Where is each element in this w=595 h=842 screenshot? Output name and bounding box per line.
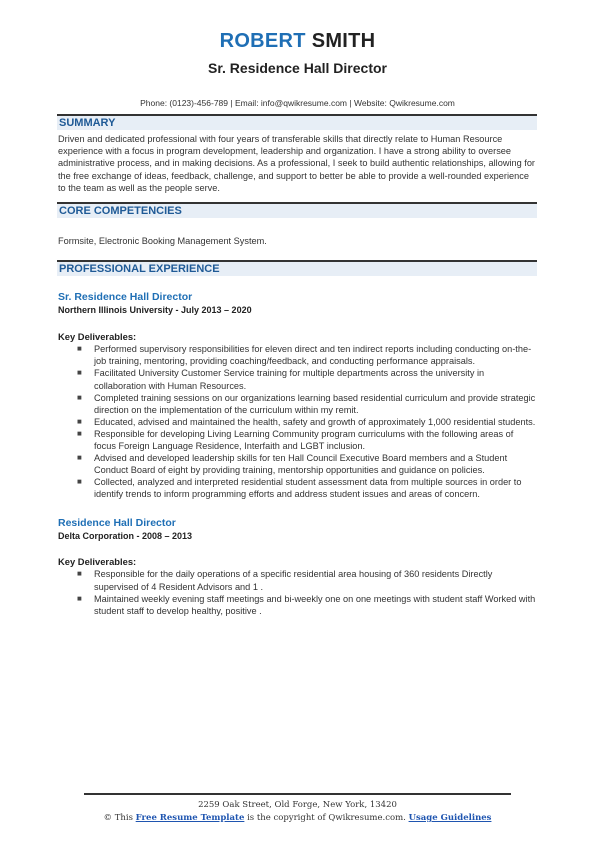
list-item (58, 392, 537, 416)
footer-copyright (0, 813, 595, 823)
footer-address: 2259 Oak Street, Old Forge, New York, 13420 (198, 800, 397, 810)
list-item (58, 452, 537, 476)
job-company: Northern Illinois University - July 2013 – 2020 (58, 305, 252, 316)
list-item (58, 476, 537, 500)
job-role: Sr. Residence Hall Director (58, 291, 193, 304)
summary-heading: SUMMARY (57, 114, 537, 130)
deliverables-list (58, 343, 537, 500)
candidate-name (0, 29, 595, 53)
first-name: ROBERT (219, 30, 306, 52)
list-item-text: Responsible for developing Living Learning Community program curriculums with the following areas of focus Foreign Language Residence, Interfaith and LGBT inclusion. (94, 428, 514, 451)
list-item-text: Collected, analyzed and interpreted residential student assessment data from multiple sources in order to identify trends to inform programming efforts and address student issues and areas of concern. (94, 477, 522, 500)
bullet-icon: ■ (77, 368, 82, 378)
list-item (58, 568, 537, 592)
list-item-text: Advised and developed leadership skills for ten Hall Council Executive Board members and a Student Conduct Board of eight by providing training, mentorship opportunities and guidance on policies. (94, 453, 508, 476)
list-item-text: Facilitated University Customer Service training for multiple departments across the university in collaboration with Human Resources. (94, 368, 485, 391)
competencies-text: Formsite, Electronic Booking Management System. (58, 236, 267, 247)
experience-heading: PROFESSIONAL EXPERIENCE (57, 260, 537, 276)
footer-divider (84, 793, 511, 795)
copyright-middle: is the copyright of Qwikresume.com. (247, 813, 406, 823)
job-entry (0, 291, 595, 500)
usage-guidelines-link[interactable]: Usage Guidelines (408, 813, 492, 823)
bullet-icon: ■ (77, 428, 82, 438)
list-item-text: Performed supervisory responsibilities for eleven direct and ten indirect reports including conducting on-the-job training, mentoring, providing coaching/feedback, and conducting performance appraisals. (94, 344, 532, 367)
job-company: Delta Corporation - 2008 – 2013 (58, 531, 193, 542)
candidate-title: Sr. Residence Hall Director (208, 60, 387, 76)
deliverables-list (58, 568, 537, 616)
key-deliverables-label: Key Deliverables: (58, 331, 137, 343)
summary-text: Driven and dedicated professional with four years of transferable skills that directly relate to Human Resource experience with a focus in program development, leadership and organization. I have a strong ability to oversee administrative process, and in making decisions. As a professional, I seek to build authentic relationships, allowing for the free exchange of ideas, feedback, challenge, and support to better be able to provide a well-rounded experience to the team as well as the people serve. (58, 134, 535, 193)
contact-info: Phone: (0123)-456-789 | Email: info@qwikresume.com | Website: Qwikresume.com (140, 98, 455, 108)
job-role: Residence Hall Director (58, 517, 176, 530)
competencies-heading: CORE COMPETENCIES (57, 202, 537, 218)
list-item (58, 367, 537, 391)
list-item (58, 343, 537, 367)
list-item-text: Responsible for the daily operations of a specific residential area housing of 360 residents Directly supervised of 4 Resident Advisors and 1 . (94, 569, 493, 592)
resume-header (0, 0, 595, 109)
list-item (58, 593, 537, 617)
key-deliverables-label: Key Deliverables: (58, 556, 137, 568)
bullet-icon: ■ (77, 569, 82, 579)
last-name: SMITH (311, 30, 376, 52)
bullet-icon: ■ (77, 453, 82, 463)
list-item-text: Maintained weekly evening staff meetings and bi-weekly one on one meetings with student staff Worked with student staff to develop healthy, positive . (94, 593, 536, 616)
list-item (58, 428, 537, 452)
free-resume-template-link[interactable]: Free Resume Template (135, 813, 245, 823)
job-entry (0, 517, 595, 616)
bullet-icon: ■ (77, 477, 82, 487)
bullet-icon: ■ (77, 593, 82, 603)
copyright-prefix: © This (103, 813, 133, 823)
bullet-icon: ■ (77, 392, 82, 402)
list-item-text: Completed training sessions on our organizations learning based residential curriculum and provide strategic direction on the implementation of the curriculum within my remit. (94, 392, 536, 415)
bullet-icon: ■ (77, 416, 82, 426)
bullet-icon: ■ (77, 344, 82, 354)
list-item-text: Educated, advised and maintained the health, safety and growth of approximately 1,000 residential students. (94, 416, 536, 427)
list-item (58, 416, 537, 428)
